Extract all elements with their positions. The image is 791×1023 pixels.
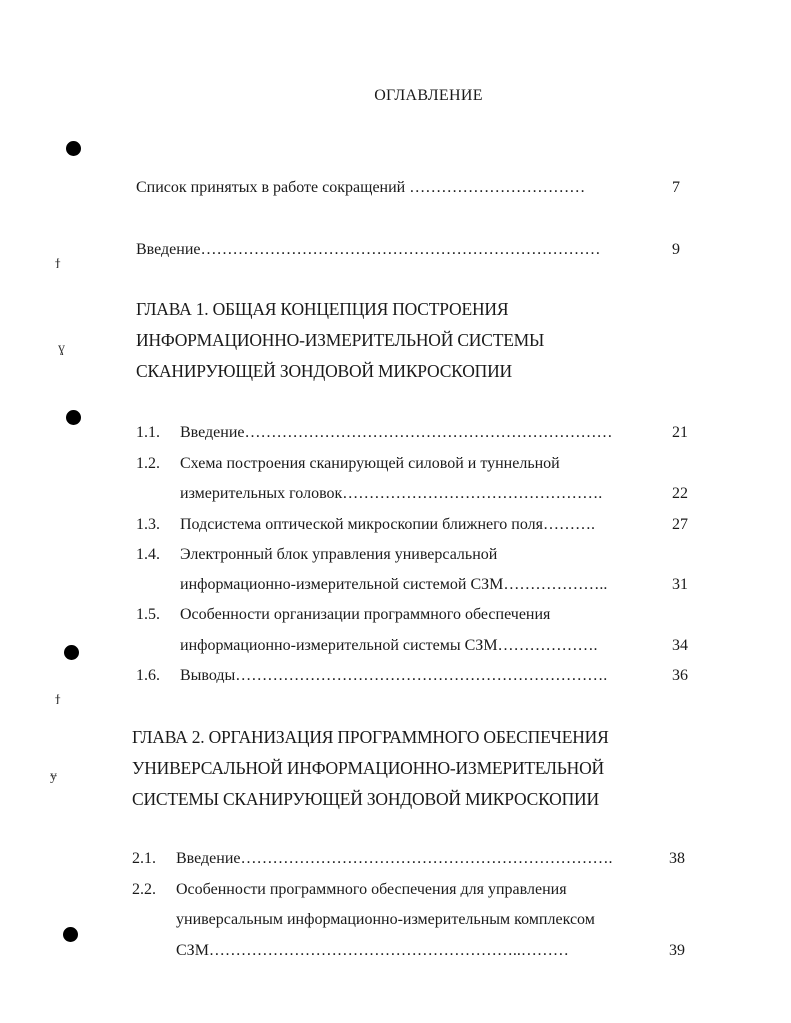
toc-item-page: 27 <box>672 516 688 533</box>
toc-item-text: Введение……………………………………………………………. <box>176 850 613 867</box>
toc-entry-abbrev-page: 7 <box>672 179 680 196</box>
toc-item-text: Выводы……………………………………………………………. <box>180 667 608 684</box>
margin-mark: ϯ <box>55 693 61 708</box>
page-title: ОГЛАВЛЕНИЕ <box>374 87 483 104</box>
toc-item-text-cont: измерительных головок…………………………………………. <box>180 485 603 502</box>
margin-mark: ɏ <box>50 769 57 784</box>
toc-item-number: 2.1. <box>132 850 156 867</box>
toc-item-number: 1.6. <box>136 667 160 684</box>
toc-entry-abbrev: Список принятых в работе сокращений …………………………… <box>136 179 586 196</box>
chapter2-title-line2: УНИВЕРСАЛЬНОЙ ИНФОРМАЦИОННО-ИЗМЕРИТЕЛЬНОЙ <box>132 758 604 778</box>
binding-hole-mark <box>66 141 81 156</box>
binding-hole-mark <box>63 927 78 942</box>
toc-item-text: Введение…………………………………………………………… <box>180 424 613 441</box>
toc-item-text: Электронный блок управления универсальной <box>180 546 498 563</box>
toc-entry-intro: Введение………………………………………………………………… <box>136 241 601 258</box>
toc-item-number: 2.2. <box>132 881 156 898</box>
chapter1-title-line1: ГЛАВА 1. ОБЩАЯ КОНЦЕПЦИЯ ПОСТРОЕНИЯ <box>136 299 509 319</box>
chapter1-title-line2: ИНФОРМАЦИОННО-ИЗМЕРИТЕЛЬНОЙ СИСТЕМЫ <box>136 330 545 350</box>
margin-mark: ɣ <box>58 341 65 356</box>
margin-mark: ϯ <box>55 257 61 272</box>
toc-entry-intro-page: 9 <box>672 241 680 258</box>
toc-item-text-cont: информационно-измерительной системой СЗМ……………….. <box>180 576 608 593</box>
toc-item-page: 31 <box>672 576 688 593</box>
toc-item-text: Схема построения сканирующей силовой и туннельной <box>180 455 560 472</box>
toc-item-number: 1.1. <box>136 424 160 441</box>
toc-item-page: 34 <box>672 637 688 654</box>
toc-item-number: 1.2. <box>136 455 160 472</box>
toc-item-text-cont: универсальным информационно-измерительным комплексом <box>176 911 595 928</box>
toc-item-text-cont: СЗМ…………………………………………………..……… <box>176 942 569 959</box>
chapter1-title-line3: СКАНИРУЮЩЕЙ ЗОНДОВОЙ МИКРОСКОПИИ <box>136 361 512 381</box>
chapter2-title-line3: СИСТЕМЫ СКАНИРУЮЩЕЙ ЗОНДОВОЙ МИКРОСКОПИИ <box>132 789 599 809</box>
toc-item-page: 38 <box>669 850 685 867</box>
toc-item-page: 39 <box>669 942 685 959</box>
toc-item-number: 1.5. <box>136 606 160 623</box>
chapter2-title-line1: ГЛАВА 2. ОРГАНИЗАЦИЯ ПРОГРАММНОГО ОБЕСПЕЧЕНИЯ <box>132 727 609 747</box>
toc-item-page: 36 <box>672 667 688 684</box>
toc-item-text: Подсистема оптической микроскопии ближнего поля………. <box>180 516 595 533</box>
toc-item-page: 21 <box>672 424 688 441</box>
toc-item-text-cont: информационно-измерительной системы СЗМ………………. <box>180 637 598 654</box>
toc-item-page: 22 <box>672 485 688 502</box>
toc-item-text: Особенности организации программного обеспечения <box>180 606 551 623</box>
binding-hole-mark <box>66 410 81 425</box>
binding-hole-mark <box>64 645 79 660</box>
toc-item-number: 1.4. <box>136 546 160 563</box>
toc-item-text: Особенности программного обеспечения для управления <box>176 881 567 898</box>
toc-item-number: 1.3. <box>136 516 160 533</box>
